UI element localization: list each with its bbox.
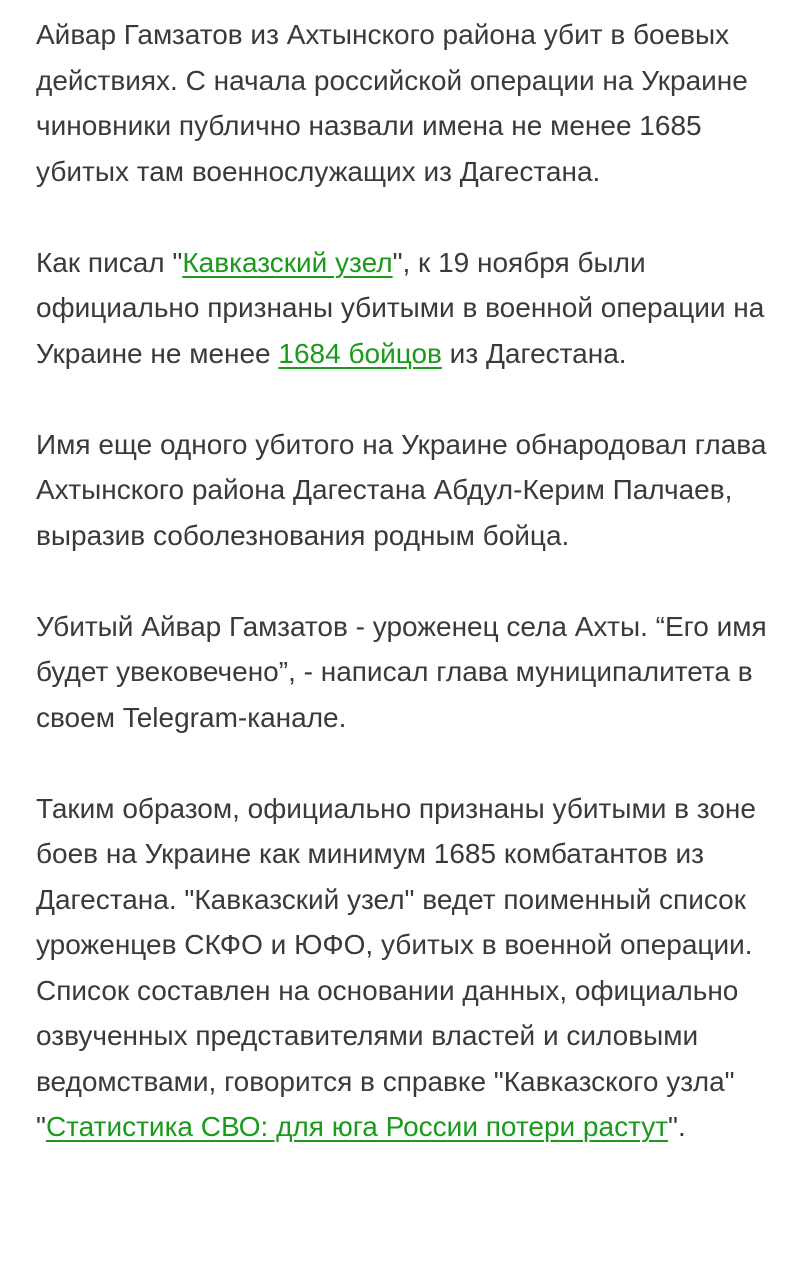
paragraph-5 [36, 786, 776, 1150]
paragraph-4-text: Убитый Айвар Гамзатов - уроженец села Ахты. “Его имя будет увековечено”, - написал глава муниципалитета в своем Telegram-канале. [36, 610, 767, 733]
fighters-count-link[interactable]: 1684 бойцов [278, 337, 442, 369]
paragraph-1 [36, 12, 776, 194]
paragraph-2-text-after: из Дагестана. [441, 337, 627, 369]
paragraph-5-text-after: ". [668, 1111, 686, 1142]
kavkazsky-uzel-link[interactable]: Кавказский узел [182, 246, 393, 278]
paragraph-2-text-before: Как писал " [36, 246, 183, 278]
paragraph-3-text: Имя еще одного убитого на Украине обнародовал глава Ахтынского района Дагестана Абдул-Керим Палчаев, выразив соболезнования родным бойца. [36, 428, 767, 551]
article-body [36, 12, 776, 1195]
paragraph-2-text-middle: ", к 19 ноября были официально признаны убитыми в военной операции на Украине не менее [36, 246, 765, 369]
paragraph-1-text: Айвар Гамзатов из Ахтынского района убит в боевых действиях. С начала российской операции на Украине чиновники публично назвали имена не менее 1685 убитых там военнослужащих из Дагестана. [36, 19, 748, 187]
paragraph-4 [36, 604, 776, 741]
paragraph-2 [36, 240, 776, 377]
paragraph-5-text-before: Таким образом, официально признаны убитыми в зоне боев на Украине как минимум 1685 комбатантов из Дагестана. "Кавказский узел" ведет поименный список уроженцев СКФО и ЮФО, убитых в военной операции. Список составлен на основании данных, официально озвученных представителями властей и силовыми ведомствами, говорится в справке "Кавказского узла" " [36, 792, 756, 1142]
statistics-svo-link[interactable]: Статистика СВО: для юга России потери растут [45, 1111, 669, 1142]
paragraph-3 [36, 422, 776, 559]
